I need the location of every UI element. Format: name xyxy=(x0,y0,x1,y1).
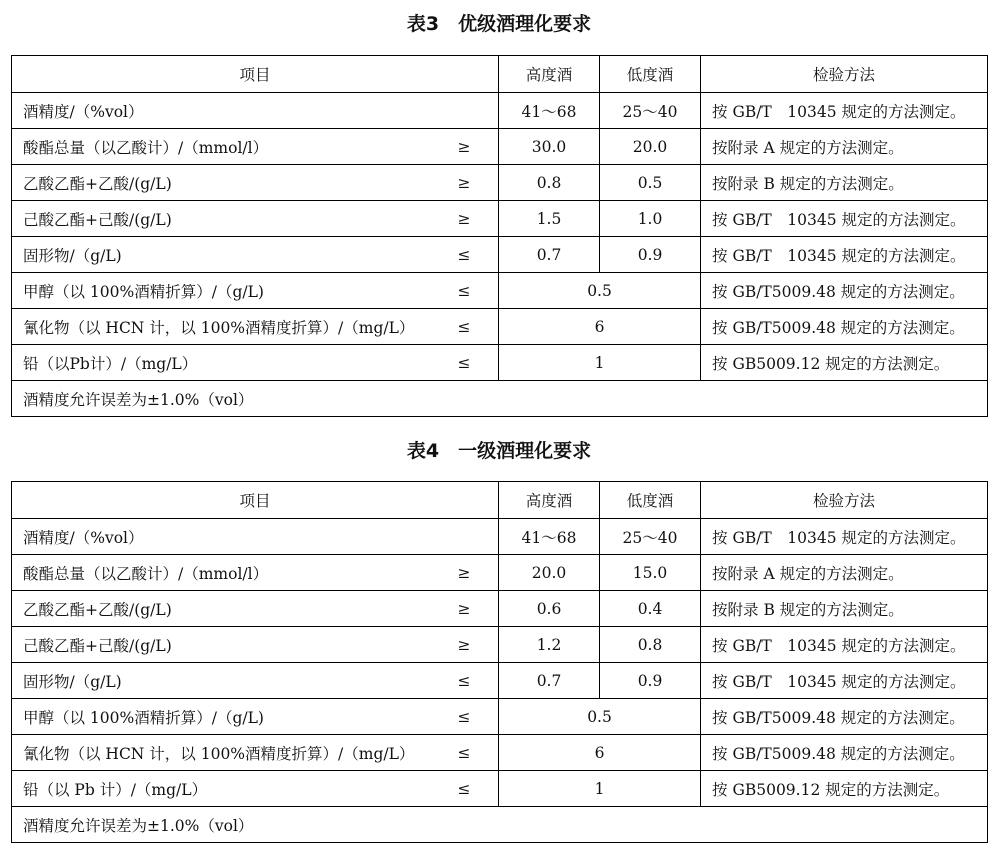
row-item: 己酸乙酯+己酸/(g/L) xyxy=(12,627,454,663)
row-high-value: 1.5 xyxy=(499,201,600,237)
table-row xyxy=(12,129,988,165)
row-method: 按 GB/T5009.48 规定的方法测定。 xyxy=(701,735,988,771)
row-low-value: 25～40 xyxy=(600,93,701,129)
row-high-value: 0.7 xyxy=(499,663,600,699)
row-method: 按 GB/T 10345 规定的方法测定。 xyxy=(701,237,988,273)
row-method: 按 GB/T5009.48 规定的方法测定。 xyxy=(701,309,988,345)
table-row xyxy=(12,93,988,129)
table-row xyxy=(12,345,988,381)
table-row xyxy=(12,591,988,627)
row-low-value: 20.0 xyxy=(600,129,701,165)
table-note-row xyxy=(12,807,988,843)
table-header-row xyxy=(12,482,988,519)
table-row xyxy=(12,699,988,735)
row-method: 按 GB/T5009.48 规定的方法测定。 xyxy=(701,699,988,735)
row-method: 按附录 B 规定的方法测定。 xyxy=(701,165,988,201)
row-merged-value: 0.5 xyxy=(499,273,701,309)
row-method: 按 GB5009.12 规定的方法测定。 xyxy=(701,771,988,807)
row-sign: ≥ xyxy=(454,627,499,663)
row-sign: ≤ xyxy=(454,345,499,381)
row-merged-value: 0.5 xyxy=(499,699,701,735)
row-item: 甲醇（以 100%酒精折算）/（g/L) xyxy=(12,273,454,309)
row-method: 按 GB/T5009.48 规定的方法测定。 xyxy=(701,273,988,309)
row-sign: ≤ xyxy=(454,273,499,309)
row-low-value: 1.0 xyxy=(600,201,701,237)
row-item: 铅（以Pb计）/（mg/L） xyxy=(12,345,454,381)
table-row xyxy=(12,201,988,237)
row-sign: ≤ xyxy=(454,663,499,699)
row-low-value: 0.8 xyxy=(600,627,701,663)
table-4 xyxy=(11,481,988,843)
row-sign: ≤ xyxy=(454,309,499,345)
table-row xyxy=(12,519,988,555)
row-sign: ≥ xyxy=(454,555,499,591)
row-low-value: 0.5 xyxy=(600,165,701,201)
row-sign: ≥ xyxy=(454,165,499,201)
row-item: 己酸乙酯+己酸/(g/L) xyxy=(12,201,454,237)
header-low: 低度酒 xyxy=(600,56,701,93)
row-method: 按 GB5009.12 规定的方法测定。 xyxy=(701,345,988,381)
row-method: 按 GB/T 10345 规定的方法测定。 xyxy=(701,201,988,237)
row-sign: ≥ xyxy=(454,591,499,627)
row-item: 酸酯总量（以乙酸计）/（mmol/l） xyxy=(12,129,454,165)
row-merged-value: 6 xyxy=(499,309,701,345)
row-high-value: 41～68 xyxy=(499,93,600,129)
table-row xyxy=(12,237,988,273)
table-header-row xyxy=(12,56,988,93)
table-row xyxy=(12,309,988,345)
row-item: 氰化物（以 HCN 计，以 100%酒精度折算）/（mg/L） xyxy=(12,735,454,771)
row-low-value: 15.0 xyxy=(600,555,701,591)
row-method: 按附录 B 规定的方法测定。 xyxy=(701,591,988,627)
row-item: 酒精度/（%vol） xyxy=(12,93,454,129)
row-method: 按附录 A 规定的方法测定。 xyxy=(701,555,988,591)
row-merged-value: 6 xyxy=(499,735,701,771)
row-merged-value: 1 xyxy=(499,345,701,381)
row-method: 按 GB/T 10345 规定的方法测定。 xyxy=(701,627,988,663)
row-item: 固形物/（g/L) xyxy=(12,663,454,699)
table-row xyxy=(12,663,988,699)
table-row xyxy=(12,273,988,309)
table-row xyxy=(12,735,988,771)
row-sign: ≥ xyxy=(454,129,499,165)
row-sign xyxy=(454,93,499,129)
row-high-value: 41～68 xyxy=(499,519,600,555)
table-row xyxy=(12,627,988,663)
row-sign xyxy=(454,519,499,555)
row-low-value: 0.4 xyxy=(600,591,701,627)
row-item: 酒精度/（%vol） xyxy=(12,519,454,555)
header-method: 检验方法 xyxy=(701,56,988,93)
row-item: 铅（以 Pb 计）/（mg/L） xyxy=(12,771,454,807)
row-sign: ≤ xyxy=(454,771,499,807)
row-sign: ≥ xyxy=(454,201,499,237)
row-sign: ≤ xyxy=(454,699,499,735)
table-note: 酒精度允许误差为±1.0%（vol） xyxy=(12,381,988,417)
table-3 xyxy=(11,55,988,417)
table-row xyxy=(12,771,988,807)
header-high: 高度酒 xyxy=(499,482,600,519)
row-low-value: 0.9 xyxy=(600,237,701,273)
header-high: 高度酒 xyxy=(499,56,600,93)
table-note: 酒精度允许误差为±1.0%（vol） xyxy=(12,807,988,843)
row-item: 乙酸乙酯+乙酸/(g/L) xyxy=(12,165,454,201)
header-item: 项目 xyxy=(12,482,499,519)
table-row xyxy=(12,165,988,201)
row-item: 甲醇（以 100%酒精折算）/（g/L) xyxy=(12,699,454,735)
row-high-value: 0.7 xyxy=(499,237,600,273)
row-item: 乙酸乙酯+乙酸/(g/L) xyxy=(12,591,454,627)
table-note-row xyxy=(12,381,988,417)
row-low-value: 0.9 xyxy=(600,663,701,699)
row-low-value: 25～40 xyxy=(600,519,701,555)
row-sign: ≤ xyxy=(454,735,499,771)
row-high-value: 0.6 xyxy=(499,591,600,627)
header-item: 项目 xyxy=(12,56,499,93)
row-method: 按 GB/T 10345 规定的方法测定。 xyxy=(701,93,988,129)
row-method: 按 GB/T 10345 规定的方法测定。 xyxy=(701,663,988,699)
row-high-value: 0.8 xyxy=(499,165,600,201)
table-3-caption: 表3 优级酒理化要求 xyxy=(406,13,592,35)
header-method: 检验方法 xyxy=(701,482,988,519)
table-4-caption: 表4 一级酒理化要求 xyxy=(406,440,592,462)
row-merged-value: 1 xyxy=(499,771,701,807)
header-low: 低度酒 xyxy=(600,482,701,519)
row-item: 酸酯总量（以乙酸计）/（mmol/l） xyxy=(12,555,454,591)
table-row xyxy=(12,555,988,591)
row-method: 按 GB/T 10345 规定的方法测定。 xyxy=(701,519,988,555)
row-method: 按附录 A 规定的方法测定。 xyxy=(701,129,988,165)
row-item: 氰化物（以 HCN 计，以 100%酒精度折算）/（mg/L） xyxy=(12,309,454,345)
row-item: 固形物/（g/L) xyxy=(12,237,454,273)
row-sign: ≤ xyxy=(454,237,499,273)
row-high-value: 20.0 xyxy=(499,555,600,591)
row-high-value: 1.2 xyxy=(499,627,600,663)
row-high-value: 30.0 xyxy=(499,129,600,165)
